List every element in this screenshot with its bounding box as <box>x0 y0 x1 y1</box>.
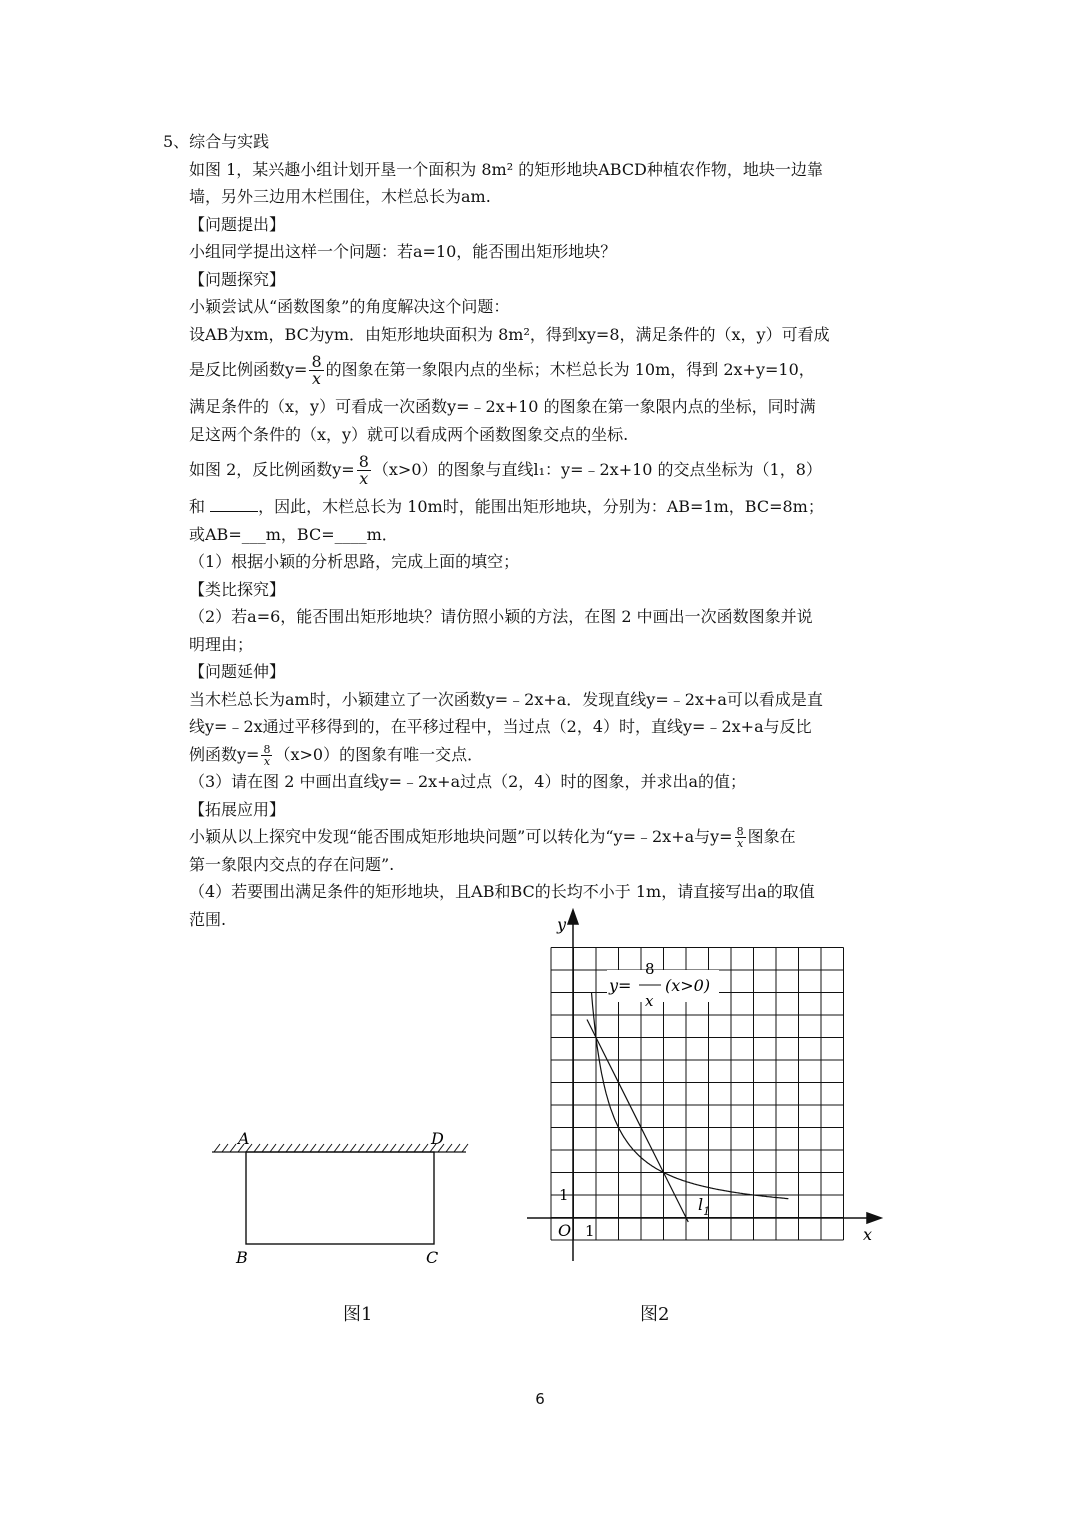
hatch-mark <box>462 1144 468 1152</box>
figure-2-graph <box>525 908 885 1268</box>
answer-blank[interactable] <box>210 497 258 512</box>
rectangle-plot <box>246 1152 434 1244</box>
problem-line <box>189 493 918 521</box>
hatch-mark <box>326 1144 332 1152</box>
hatch-mark <box>350 1144 356 1152</box>
hatch-mark <box>446 1144 452 1152</box>
x-tick-label-1: 1 <box>585 1222 595 1240</box>
fraction-numerator: 8 <box>263 742 271 756</box>
hatch-mark <box>262 1144 268 1152</box>
text-segment: 小颖从以上探究中发现“能否围成矩形地块问题”可以转化为“y=﹣2x+a与y= <box>189 827 733 846</box>
figure-1-caption: 图1 <box>343 1304 373 1325</box>
problem-line: 明理由； <box>189 634 254 654</box>
hatch-mark <box>318 1144 324 1152</box>
curve-label-numerator: 8 <box>645 960 655 978</box>
problem-5 <box>163 128 918 933</box>
curve-label-denominator: x <box>645 992 654 1010</box>
fraction <box>357 454 371 487</box>
problem-line: 设AB为xm，BC为ym．由矩形地块面积为 8m²，得到xy=8，满足条件的（x，y）可看成 <box>189 324 830 344</box>
fraction-small <box>261 744 272 767</box>
hatch-mark <box>278 1144 284 1152</box>
fraction-numerator: 8 <box>736 825 744 838</box>
hatch-mark <box>406 1144 412 1152</box>
figure-1-rectangle <box>200 1120 480 1270</box>
section-heading: 【问题探究】 <box>189 269 286 289</box>
y-tick-label-1: 1 <box>559 1186 569 1204</box>
line-label-subscript: 1 <box>703 1205 711 1218</box>
section-heading: 【问题延伸】 <box>189 662 286 681</box>
problem-line-with-fraction <box>189 354 918 387</box>
x-axis-label: x <box>863 1225 873 1244</box>
problem-line: 或AB=___m，BC=____m． <box>189 524 398 544</box>
text-segment: 的图象在第一象限内点的坐标；木栏总长为 10m，得到 2x+y=10， <box>325 360 815 379</box>
problem-title: 5、综合与实践 <box>163 132 270 151</box>
problem-line: 墙，另外三边用木栏围住，木栏总长为am. <box>189 187 491 206</box>
text-segment: 例函数y= <box>189 744 260 764</box>
hatch-mark <box>390 1144 396 1152</box>
x-axis-arrow <box>867 1213 881 1223</box>
problem-line: （4）若要围出满足条件的矩形地块，且AB和BC的长均不小于 1m，请直接写出a的取值 <box>189 882 815 901</box>
problem-line-with-fraction <box>189 823 918 851</box>
problem-line: 第一象限内交点的存在问题”. <box>189 854 395 874</box>
problem-line: 如图 1，某兴趣小组计划开垦一个面积为 8m² 的矩形地块ABCD种植农作物，地块一边靠 <box>189 159 823 179</box>
problem-line-with-fraction <box>189 454 918 487</box>
text-segment: 如图 2，反比例函数y= <box>189 460 355 479</box>
vertex-label-d: D <box>431 1129 444 1148</box>
hatch-mark <box>454 1144 460 1152</box>
page-number: 6 <box>535 1390 545 1408</box>
hatch-mark <box>358 1144 364 1152</box>
hatch-mark <box>398 1144 404 1152</box>
text-segment: 和 <box>189 497 206 516</box>
hatch-mark <box>374 1144 380 1152</box>
line-l1 <box>587 1020 688 1223</box>
hatch-mark <box>254 1144 260 1152</box>
hatch-mark <box>270 1144 276 1152</box>
section-heading: 【类比探究】 <box>189 579 286 599</box>
problem-line: 小颖尝试从“函数图象”的角度解决这个问题： <box>189 297 510 316</box>
text-segment: （x>0）的图象有唯一交点． <box>274 744 484 764</box>
origin-label: O <box>558 1221 572 1240</box>
fraction <box>309 354 323 387</box>
hatch-mark <box>286 1144 292 1152</box>
fraction-numerator: 8 <box>358 454 369 471</box>
problem-line: 小组同学提出这样一个问题：若a=10，能否围出矩形地块？ <box>189 242 617 261</box>
problem-line: 线y=﹣2x通过平移得到的，在平移过程中，当过点（2，4）时，直线y=﹣2x+a与反比 <box>189 717 812 736</box>
text-segment: （x>0）的图象与直线l₁：y=﹣2x+10 的交点坐标为（1，8） <box>372 460 822 479</box>
hatch-mark <box>310 1144 316 1152</box>
problem-line: 范围. <box>189 909 227 929</box>
text-segment: ，因此，木栏总长为 10m时，能围出矩形地块，分别为：AB=1m，BC=8m； <box>258 497 824 516</box>
hatch-mark <box>294 1144 300 1152</box>
fraction-denominator: x <box>357 470 371 487</box>
problem-line: （3）请在图 2 中画出直线y=﹣2x+a过点（2，4）时的图象，并求出a的值； <box>189 772 747 791</box>
hatch-mark <box>230 1144 236 1152</box>
hatch-mark <box>334 1144 340 1152</box>
hatch-mark <box>414 1144 420 1152</box>
y-axis-label: y <box>557 915 567 934</box>
line-label-l: l <box>698 1195 704 1214</box>
problem-line: （2）若a=6，能否围出矩形地块？请仿照小颖的方法，在图 2 中画出一次函数图象并说 <box>189 607 813 626</box>
hatch-mark <box>214 1144 220 1152</box>
fraction-denominator: x <box>735 837 746 849</box>
problem-line: 足这两个条件的（x，y）就可以看成两个函数图象交点的坐标. <box>189 424 629 444</box>
fraction-denominator: x <box>261 755 272 767</box>
curve-label-condition: (x>0) <box>665 976 711 995</box>
problem-line-with-fraction <box>189 741 918 769</box>
problem-line: （1）根据小颖的分析思路，完成上面的填空； <box>189 552 520 571</box>
hatch-mark <box>422 1144 428 1152</box>
fraction-small <box>735 826 746 849</box>
vertex-label-a: A <box>238 1129 250 1148</box>
y-axis-arrow <box>568 910 578 924</box>
hatch-mark <box>366 1144 372 1152</box>
problem-body <box>163 156 918 934</box>
hatch-mark <box>222 1144 228 1152</box>
hatch-mark <box>342 1144 348 1152</box>
hyperbola-curve <box>592 993 789 1199</box>
problem-line: 满足条件的（x，y）可看成一次函数y=﹣2x+10 的图象在第一象限内点的坐标，同时满 <box>189 397 816 416</box>
text-segment: 是反比例函数y= <box>189 360 308 379</box>
vertex-label-c: C <box>426 1248 439 1267</box>
fraction-denominator: x <box>309 370 323 387</box>
vertex-label-b: B <box>236 1248 248 1267</box>
section-heading: 【拓展应用】 <box>189 799 286 819</box>
fraction-numerator: 8 <box>311 354 322 371</box>
hatch-mark <box>302 1144 308 1152</box>
problem-line: 当木栏总长为am时，小颖建立了一次函数y=﹣2x+a．发现直线y=﹣2x+a可以看成是直 <box>189 689 823 709</box>
wall-hatch-marks <box>214 1144 468 1152</box>
text-segment: 图象在 <box>747 827 796 846</box>
curve-label-prefix: y= <box>609 976 632 995</box>
section-heading: 【问题提出】 <box>189 214 286 234</box>
figure-2-caption: 图2 <box>640 1304 670 1325</box>
hatch-mark <box>382 1144 388 1152</box>
